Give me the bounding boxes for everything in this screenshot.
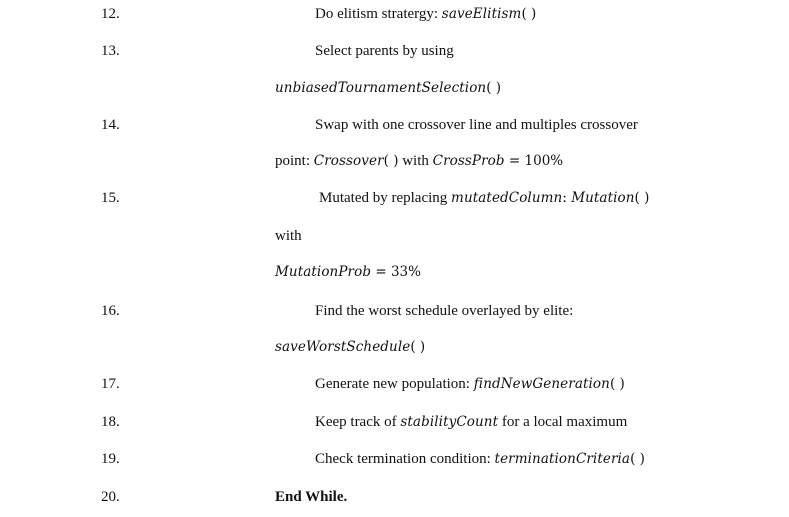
step-18-label: Keep track of [315,414,401,430]
step-number: 15. [101,190,120,206]
step-12-label: Do elitism stratergy: [315,6,442,22]
step-number: 14. [101,117,120,133]
cross-prob-value: = 100% [504,153,564,169]
step-12-text [315,5,536,23]
step-17-text [315,375,625,393]
step-18-text [315,413,627,431]
step-15-continuation [275,263,421,281]
step-number: 19. [101,451,120,467]
step-19-text [315,450,645,468]
step-13-text: Select parents by using [315,43,454,59]
save-worst-schedule-fn: saveWorstSchedule [275,339,411,355]
unbiased-tournament-selection-fn: unbiasedTournamentSelection [275,80,487,96]
step-19-label: Check termination condition: [315,451,495,467]
step-14-continuation [275,152,563,170]
step-16-text: Find the worst schedule overlayed by elite: [315,303,574,319]
colon: : [562,190,572,206]
mutation-prob-value: = 33% [371,264,421,280]
parens: ( ) [634,190,650,206]
mutated-column-var: mutatedColumn [451,190,563,206]
step-number: 13. [101,43,120,59]
find-new-generation-fn: findNewGeneration [473,376,610,392]
mutation-prob-var: MutationProb [275,264,372,280]
step-number: 16. [101,303,120,319]
step-18-tail: for a local maximum [498,414,628,430]
parens: ( ) [630,451,645,467]
step-number: 12. [101,6,120,22]
step-15-with: with [275,228,302,244]
parens: ( ) [609,376,625,392]
step-number: 18. [101,414,120,430]
parens: ( ) [383,153,399,169]
stability-count-var: stabilityCount [400,414,499,430]
crossover-fn: Crossover [313,153,384,169]
step-13-continuation [275,79,501,97]
mutation-fn: Mutation [571,190,635,206]
step-20-text: End While. [275,489,348,505]
termination-criteria-fn: terminationCriteria [494,451,631,467]
step-14-text: Swap with one crossover line and multiples crossover [315,117,638,133]
step-16-continuation [275,338,425,356]
cross-prob-var: CrossProb [432,153,505,169]
point-label: point: [275,153,314,169]
parens: ( ) [486,80,502,96]
parens: ( ) [521,6,537,22]
step-number: 17. [101,376,120,392]
save-elitism-fn: saveElitism [441,6,522,22]
with-label: with [398,153,433,169]
parens: ( ) [410,339,426,355]
step-15-label: Mutated by replacing [319,190,452,206]
step-15-text [319,189,649,207]
step-number: 20. [101,489,120,505]
step-17-label: Generate new population: [315,376,474,392]
